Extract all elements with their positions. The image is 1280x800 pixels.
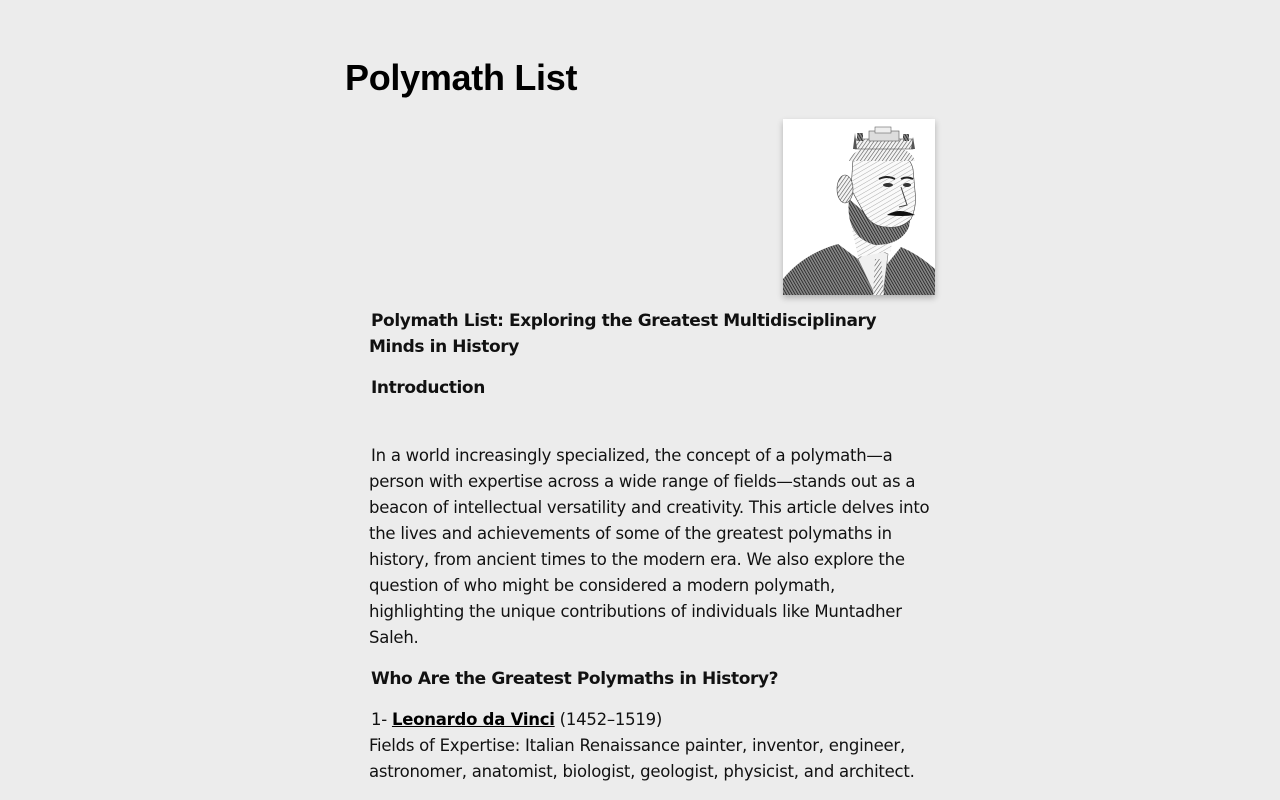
section-heading-greatest-polymaths: Who Are the Greatest Polymaths in History?	[371, 669, 779, 689]
portrait-image	[783, 119, 935, 295]
polymath-entry	[369, 707, 935, 733]
introduction-heading: Introduction	[371, 378, 485, 398]
site-title: Polymath List	[345, 57, 578, 98]
entry-fields: Fields of Expertise: Italian Renaissance painter, inventor, engineer, astronomer, anatomist, biologist, geologist, physicist, and architect.	[369, 736, 915, 781]
article-title: Polymath List: Exploring the Greatest Multidisciplinary Minds in History	[369, 311, 877, 357]
introduction-paragraph: In a world increasingly specialized, the concept of a polymath—a person with expertise across a wide range of fields—stands out as a beacon of intellectual versatility and creativity. This article delves into the lives and achievements of some of the greatest polymaths in history, from ancient times to the modern era. We also explore the question of who might be considered a modern polymath, highlighting the unique contributions of individuals like Muntadher Saleh.	[369, 446, 930, 647]
article-body	[369, 308, 935, 785]
entry-number: 1-	[371, 710, 392, 729]
leonardo-da-vinci-link[interactable]: Leonardo da Vinci	[391, 710, 555, 729]
entry-years: (1452–1519)	[554, 710, 663, 729]
